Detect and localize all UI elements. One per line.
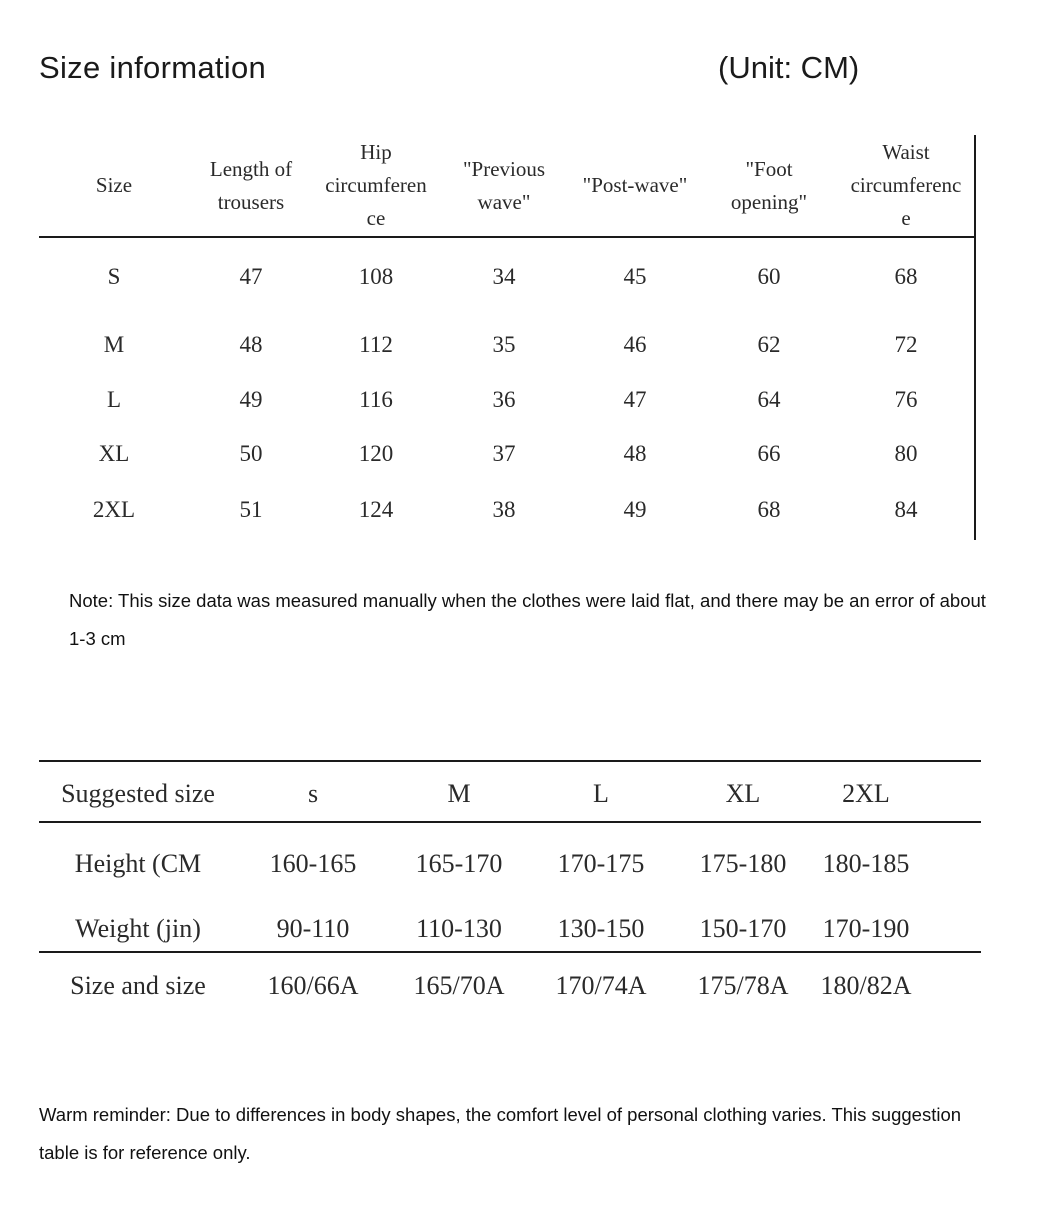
- cell-length: 47: [239, 264, 263, 289]
- cell-foot-opening: 66: [757, 441, 781, 466]
- weight-row-cell: 150-170: [699, 914, 787, 943]
- cell-foot-opening: 62: [757, 332, 781, 357]
- size-table: [39, 135, 976, 540]
- cell-length: 51: [239, 497, 263, 522]
- cell-waist: 80: [894, 441, 918, 466]
- cell-previous-wave: 35: [492, 332, 516, 357]
- weight-row-cell: 90-110: [276, 914, 350, 943]
- header-previous-wave: "Previous wave": [462, 156, 546, 214]
- weight-rule: [39, 951, 981, 953]
- size-code-row-cell: 175/78A: [697, 971, 789, 1000]
- size-code-row-cell: Size and size: [70, 971, 206, 1000]
- cell-waist: 84: [894, 497, 918, 522]
- weight-row-cell: 130-150: [557, 914, 645, 943]
- cell-previous-wave: 38: [492, 497, 516, 522]
- height-row-cell: 165-170: [415, 849, 503, 878]
- header-size: Size: [95, 173, 133, 197]
- cell-size: S: [107, 264, 121, 289]
- cell-post-wave: 47: [623, 387, 647, 412]
- size-code-row-cell: 165/70A: [413, 971, 505, 1000]
- header-divider: [39, 236, 976, 238]
- weight-row-cell: Weight (jin): [75, 914, 201, 943]
- height-row-cell: 175-180: [699, 849, 787, 878]
- cell-foot-opening: 68: [757, 497, 781, 522]
- cell-hip: 116: [359, 387, 393, 412]
- cell-hip: 120: [358, 441, 394, 466]
- height-row-cell: 180-185: [822, 849, 910, 878]
- weight-row-cell: 110-130: [416, 914, 502, 943]
- suggest-header-cell: 2XL: [842, 779, 890, 808]
- header-waist: Waist circumferenc e: [850, 140, 962, 230]
- suggest-header-cell: M: [447, 779, 471, 808]
- cell-hip: 124: [358, 497, 394, 522]
- cell-waist: 72: [894, 332, 918, 357]
- suggest-header-cell: XL: [725, 779, 761, 808]
- cell-post-wave: 45: [623, 264, 647, 289]
- height-row-cell: 170-175: [557, 849, 645, 878]
- page-title: Size information: [39, 50, 267, 85]
- cell-post-wave: 46: [623, 332, 647, 357]
- height-row-cell: Height (CM: [74, 849, 202, 878]
- cell-previous-wave: 36: [492, 387, 516, 412]
- cell-size: L: [106, 387, 122, 412]
- top-rule: [39, 760, 981, 762]
- cell-foot-opening: 64: [757, 387, 781, 412]
- size-code-row-cell: 160/66A: [267, 971, 359, 1000]
- header-hip: Hip circumferen ce: [325, 140, 427, 230]
- suggested-size-table: [39, 760, 981, 1020]
- weight-row-cell: 170-190: [822, 914, 910, 943]
- header-rule: [39, 821, 981, 823]
- size-code-row-cell: 170/74A: [555, 971, 647, 1000]
- cell-size: XL: [98, 441, 130, 466]
- cell-foot-opening: 60: [757, 264, 781, 289]
- header-length: Length of trousers: [209, 156, 293, 214]
- cell-waist: 68: [894, 264, 918, 289]
- cell-size: M: [103, 332, 125, 357]
- cell-previous-wave: 37: [492, 441, 516, 466]
- cell-post-wave: 48: [623, 441, 647, 466]
- cell-length: 48: [239, 332, 263, 357]
- cell-hip: 112: [359, 332, 393, 357]
- header-foot-opening: "Foot opening": [730, 156, 808, 214]
- warm-reminder: Warm reminder: Due to differences in body shapes, the comfort level of personal clothing varies. This suggestion table is for reference only.: [39, 1104, 962, 1163]
- measurement-note: Note: This size data was measured manually when the clothes were laid flat, and there may be an error of about 1-3 cm: [69, 590, 986, 649]
- cell-waist: 76: [894, 387, 918, 412]
- cell-previous-wave: 34: [492, 264, 516, 289]
- height-row-cell: 160-165: [269, 849, 357, 878]
- cell-length: 49: [239, 387, 263, 412]
- suggest-header-cell: Suggested size: [61, 779, 215, 808]
- cell-post-wave: 49: [623, 497, 647, 522]
- cell-hip: 108: [358, 264, 394, 289]
- cell-length: 50: [239, 441, 263, 466]
- cell-size: 2XL: [92, 497, 136, 522]
- header-post-wave: "Post-wave": [582, 173, 688, 197]
- size-code-row-cell: 180/82A: [820, 971, 912, 1000]
- suggest-header-cell: s: [307, 779, 319, 808]
- suggest-header-cell: L: [593, 779, 609, 808]
- unit-label: (Unit: CM): [718, 50, 860, 85]
